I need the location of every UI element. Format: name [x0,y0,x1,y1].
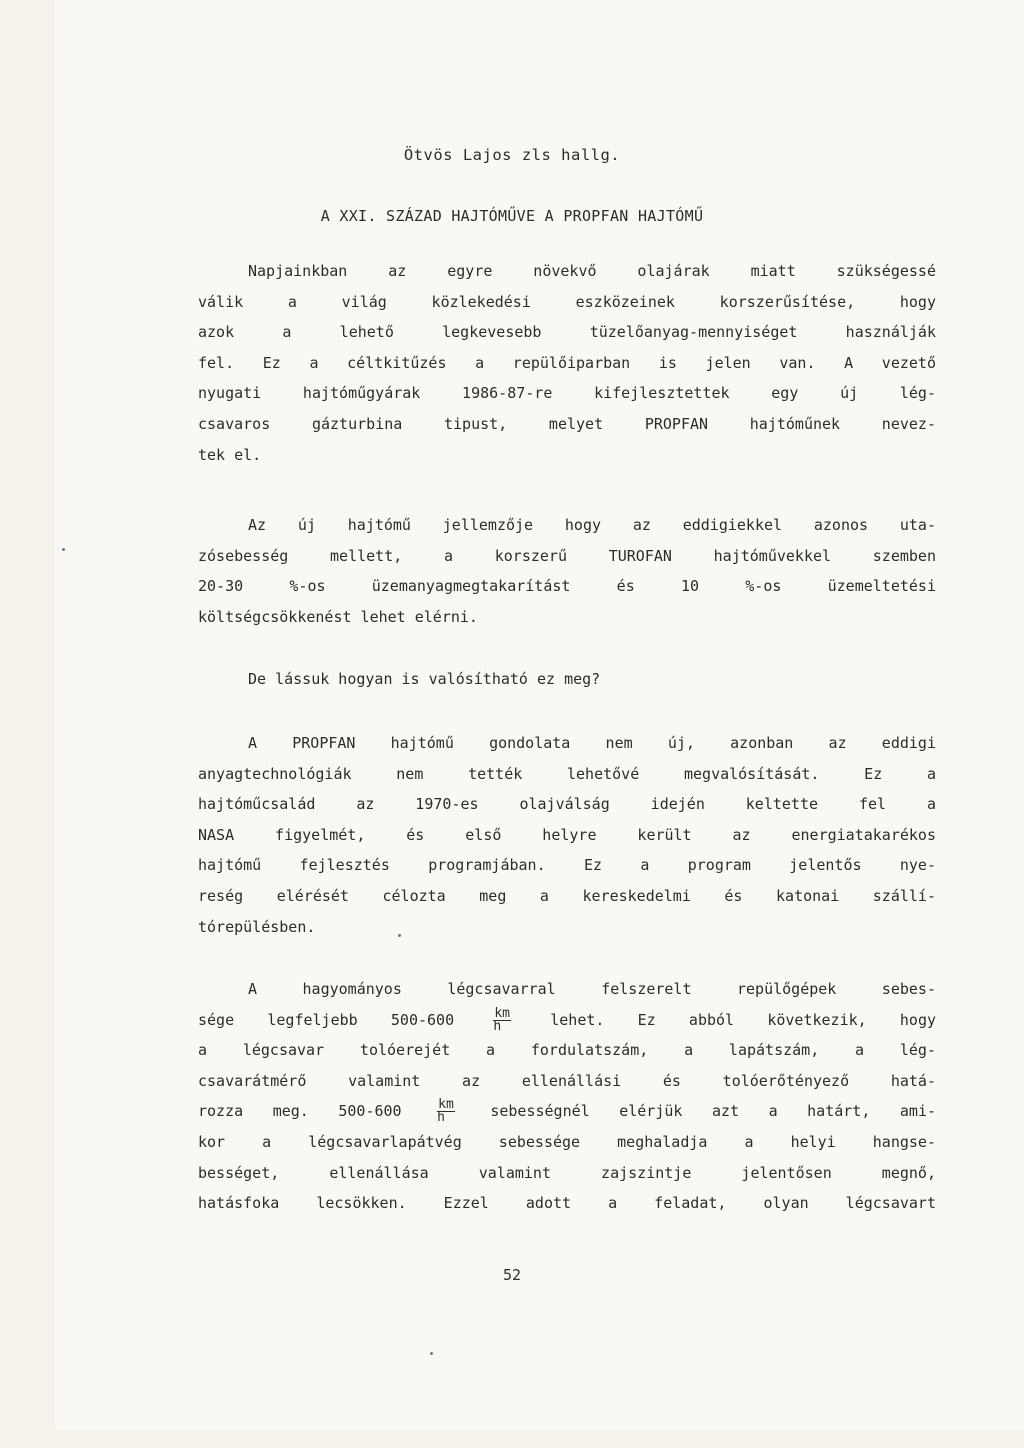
text-line: kor a légcsavarlapátvég sebessége meghaladja a helyi hangse- [198,1132,936,1151]
author-line: Ötvös Lajos zls hallg. [403,146,621,164]
text-line: tek el. [198,445,262,464]
text-line: azok a lehető legkevesebb tüzelőanyag-mennyiséget használják [198,323,936,342]
text-line: csavarátmérő valamint az ellenállási és tolóerőtényező hatá- [198,1071,936,1090]
scan-speck [398,934,401,937]
text-line: Az új hajtómű jellemzője hogy az eddigiekkel azonos uta- [248,516,936,534]
text-line: reség elérését célozta meg a kereskedelmi és katonai szállí- [198,886,936,905]
text-line: költségcsökkenést lehet elérni. [198,607,478,626]
text-line: bességet, ellenállása valamint zajszintje jelentősen megnő, [198,1163,936,1182]
text-line: hajtóműcsalád az 1970-es olajválság idején keltette fel a [198,795,936,814]
text-segment: sebességnél elérjük azt a határt, ami- [490,1102,936,1121]
text-line: válik a világ közlekedési eszközeinek korszerűsítése, hogy [198,292,936,311]
text-line: anyagtechnológiák nem tették lehetővé megvalósítását. Ez a [198,764,936,783]
text-line: A PROPFAN hajtómű gondolata nem új, azonban az eddigi [248,734,936,752]
scan-speck [62,548,65,551]
text-line: tórepülésben. [198,917,316,936]
text-line: NASA figyelmét, és első helyre került az energiatakarékos [198,825,936,844]
text-line: 20-30 %-os üzemanyagmegtakarítást és 10 %-os üzemeltetési [198,577,936,596]
text-line: hajtómű fejlesztés programjában. Ez a program jelentős nye- [198,856,936,875]
text-line: De lássuk hogyan is valósítható ez meg? [248,670,601,688]
unit-fraction [437,1099,455,1124]
text-segment: lehet. Ez abból következik, hogy [550,1010,936,1029]
scan-speck [430,1352,433,1355]
text-line: a légcsavar tolóerejét a fordulatszám, a lapátszám, a lég- [198,1041,936,1060]
text-line: csavaros gázturbina tipust, melyet PROPFAN hajtóműnek nevez- [198,414,936,433]
article-title: A XXI. SZÁZAD HAJTÓMŰVE A PROPFAN HAJTÓMŰ [320,207,704,225]
fraction-numerator: km [438,1097,454,1113]
text-segment: sége legfeljebb 500-600 [198,1010,455,1029]
text-line: fel. Ez a céltkitűzés a repülőiparban is jelen van. A vezető [198,353,936,372]
text-line: nyugati hajtóműgyárak 1986-87-re kifejlesztettek egy új lég- [198,384,936,403]
fraction-denominator: h [437,1110,445,1126]
fraction-numerator: km [494,1005,510,1021]
paragraph-3 [198,664,936,695]
text-line: A hagyományos légcsavarral felszerelt repülőgépek sebes- [248,980,936,998]
text-line: zósebesség mellett, a korszerű TUROFAN hajtóművekkel szemben [198,546,936,565]
text-line-with-unit [198,1096,936,1127]
text-line: Napjainkban az egyre növekvő olajárak miatt szükségessé [248,262,936,280]
page-number: 52 [502,1266,522,1284]
fraction-denominator: h [493,1018,502,1034]
text-segment: rozza meg. 500-600 [198,1102,402,1121]
paragraph-1 [198,256,936,470]
unit-fraction [493,1005,511,1034]
paragraph-4 [198,728,936,942]
paragraph-5 [198,974,936,1219]
paragraph-2 [198,510,936,632]
text-line-with-unit [198,1005,936,1036]
text-line: hatásfoka lecsökken. Ezzel adott a feladat, olyan légcsavart [198,1194,936,1213]
